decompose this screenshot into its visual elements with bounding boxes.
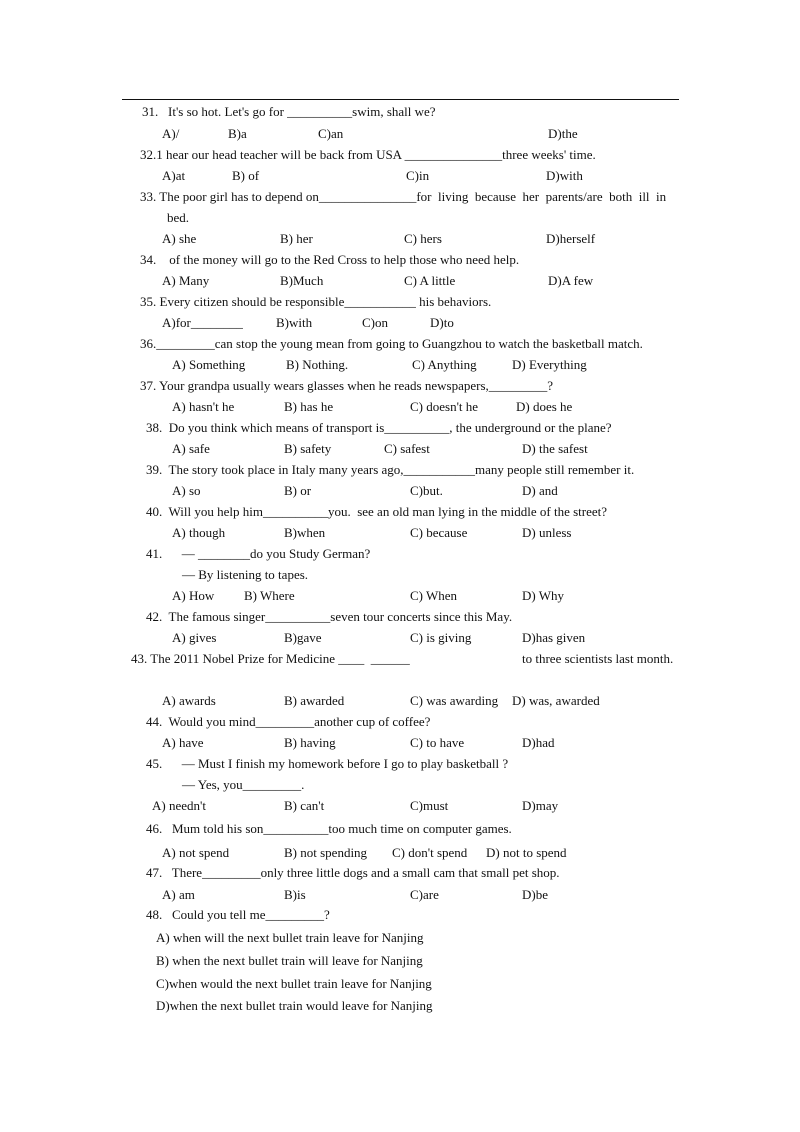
question-34-option-c: C) A little xyxy=(404,273,456,288)
question-47-option-d: D)be xyxy=(522,887,548,902)
question-36-option-a: A) Something xyxy=(172,357,246,372)
question-40-option-b: B)when xyxy=(284,525,326,540)
question-33-option-c: C) hers xyxy=(404,231,442,246)
question-39-option-c: C)but. xyxy=(410,483,443,498)
question-48-option-a: A) when will the next bullet train leave for Nanjing xyxy=(156,930,424,945)
question-34-stem: 34. of the money will go to the Red Cross to help those who need help. xyxy=(140,252,520,267)
question-40-option-a: A) though xyxy=(172,525,226,540)
question-39-option-b: B) or xyxy=(284,483,312,498)
question-38-option-d: D) the safest xyxy=(522,441,588,456)
question-45-option-d: D)may xyxy=(522,798,559,813)
question-41-stem: 41. — ________do you Study German? xyxy=(146,546,371,561)
question-46-option-d: D) not to spend xyxy=(486,845,567,860)
question-34-option-a: A) Many xyxy=(162,273,210,288)
question-43-option-b: B) awarded xyxy=(284,693,345,708)
question-43-option-a: A) awards xyxy=(162,693,216,708)
question-44-option-c: C) to have xyxy=(410,735,465,750)
question-46-option-a: A) not spend xyxy=(162,845,230,860)
question-47-option-b: B)is xyxy=(284,887,306,902)
question-31-option-d: D)the xyxy=(548,126,578,141)
question-36-option-d: D) Everything xyxy=(512,357,587,372)
question-46-stem: 46. Mum told his son__________too much time on computer games. xyxy=(146,821,512,836)
question-42-option-b: B)gave xyxy=(284,630,322,645)
question-33-option-b: B) her xyxy=(280,231,313,246)
question-46-option-b: B) not spending xyxy=(284,845,368,860)
question-38-stem: 38. Do you think which means of transport is__________, the underground or the plane? xyxy=(146,420,612,435)
question-44-option-d: D)had xyxy=(522,735,555,750)
question-45-option-b: B) can't xyxy=(284,798,325,813)
question-48-option-b: B) when the next bullet train will leave for Nanjing xyxy=(156,953,423,968)
question-35-option-c: C)on xyxy=(362,315,388,330)
question-41-response: — By listening to tapes. xyxy=(182,567,309,582)
question-43-stem: 43. The 2011 Nobel Prize for Medicine ____ ______ xyxy=(131,651,410,666)
question-41-option-a: A) How xyxy=(172,588,215,603)
question-33-option-d: D)herself xyxy=(546,231,596,246)
question-39-option-d: D) and xyxy=(522,483,558,498)
question-32-stem: 32.1 hear our head teacher will be back from USA _______________three weeks' time. xyxy=(140,147,596,162)
question-31-option-c: C)an xyxy=(318,126,344,141)
question-35-stem: 35. Every citizen should be responsible___________ his behaviors. xyxy=(140,294,492,309)
question-40-option-d: D) unless xyxy=(522,525,572,540)
question-33-stem: 33. The poor girl has to depend on_______________for living because her parents/are both ill in xyxy=(140,189,667,204)
question-34-option-d: D)A few xyxy=(548,273,594,288)
question-38-option-b: B) safety xyxy=(284,441,332,456)
question-38-option-a: A) safe xyxy=(172,441,210,456)
question-37-stem: 37. Your grandpa usually wears glasses when he reads newspapers,_________? xyxy=(140,378,554,393)
question-44-option-b: B) having xyxy=(284,735,336,750)
question-35-option-b: B)with xyxy=(276,315,313,330)
question-42-option-d: D)has given xyxy=(522,630,586,645)
question-48-option-d: D)when the next bullet train would leave for Nanjing xyxy=(156,998,433,1013)
question-43-option-d: D) was, awarded xyxy=(512,693,600,708)
question-38-option-c: C) safest xyxy=(384,441,430,456)
question-39-option-a: A) so xyxy=(172,483,201,498)
question-37-option-b: B) has he xyxy=(284,399,334,414)
question-45-option-c: C)must xyxy=(410,798,449,813)
question-45-option-a: A) needn't xyxy=(152,798,206,813)
question-31-option-b: B)a xyxy=(228,126,247,141)
question-44-stem: 44. Would you mind_________another cup of coffee? xyxy=(146,714,431,729)
question-32-option-d: D)with xyxy=(546,168,583,183)
question-42-option-c: C) is giving xyxy=(410,630,472,645)
question-37-option-a: A) hasn't he xyxy=(172,399,235,414)
question-36-stem: 36._________can stop the young mean from going to Guangzhou to watch the basketball match. xyxy=(140,336,643,351)
question-41-option-b: B) Where xyxy=(244,588,295,603)
question-39-stem: 39. The story took place in Italy many years ago,___________many people still remember it. xyxy=(146,462,635,477)
question-35-option-d: D)to xyxy=(430,315,454,330)
question-40-stem: 40. Will you help him__________you. see an old man lying in the middle of the street? xyxy=(146,504,608,519)
question-32-option-a: A)at xyxy=(162,168,186,183)
question-43-stem-right: to three scientists last month. xyxy=(522,651,674,666)
question-37-option-c: C) doesn't he xyxy=(410,399,479,414)
question-40-option-c: C) because xyxy=(410,525,468,540)
question-41-option-d: D) Why xyxy=(522,588,565,603)
question-48-option-c: C)when would the next bullet train leave for Nanjing xyxy=(156,976,432,991)
question-36-option-c: C) Anything xyxy=(412,357,477,372)
question-42-option-a: A) gives xyxy=(172,630,217,645)
question-41-option-c: C) When xyxy=(410,588,458,603)
question-33-option-a: A) she xyxy=(162,231,197,246)
question-47-option-a: A) am xyxy=(162,887,195,902)
question-44-option-a: A) have xyxy=(162,735,204,750)
question-46-option-c: C) don't spend xyxy=(392,845,468,860)
question-34-option-b: B)Much xyxy=(280,273,324,288)
question-31-option-a: A)/ xyxy=(162,126,180,141)
question-35-option-a: A)for________ xyxy=(162,315,243,330)
question-47-option-c: C)are xyxy=(410,887,439,902)
question-36-option-b: B) Nothing. xyxy=(286,357,349,372)
question-33-stem-continued: bed. xyxy=(167,210,190,225)
question-48-stem: 48. Could you tell me_________? xyxy=(146,907,330,922)
question-32-option-c: C)in xyxy=(406,168,430,183)
question-47-stem: 47. There_________only three little dogs and a small cam that small pet shop. xyxy=(146,865,560,880)
question-32-option-b: B) of xyxy=(232,168,260,183)
question-42-stem: 42. The famous singer__________seven tour concerts since this May. xyxy=(146,609,513,624)
question-45-stem: 45. — Must I finish my homework before I go to play basketball ? xyxy=(146,756,509,771)
question-45-response: — Yes, you_________. xyxy=(182,777,305,792)
top-rule xyxy=(122,99,679,100)
question-31-stem: 31. It's so hot. Let's go for __________swim, shall we? xyxy=(142,104,436,119)
question-37-option-d: D) does he xyxy=(516,399,573,414)
question-43-option-c: C) was awarding xyxy=(410,693,499,708)
